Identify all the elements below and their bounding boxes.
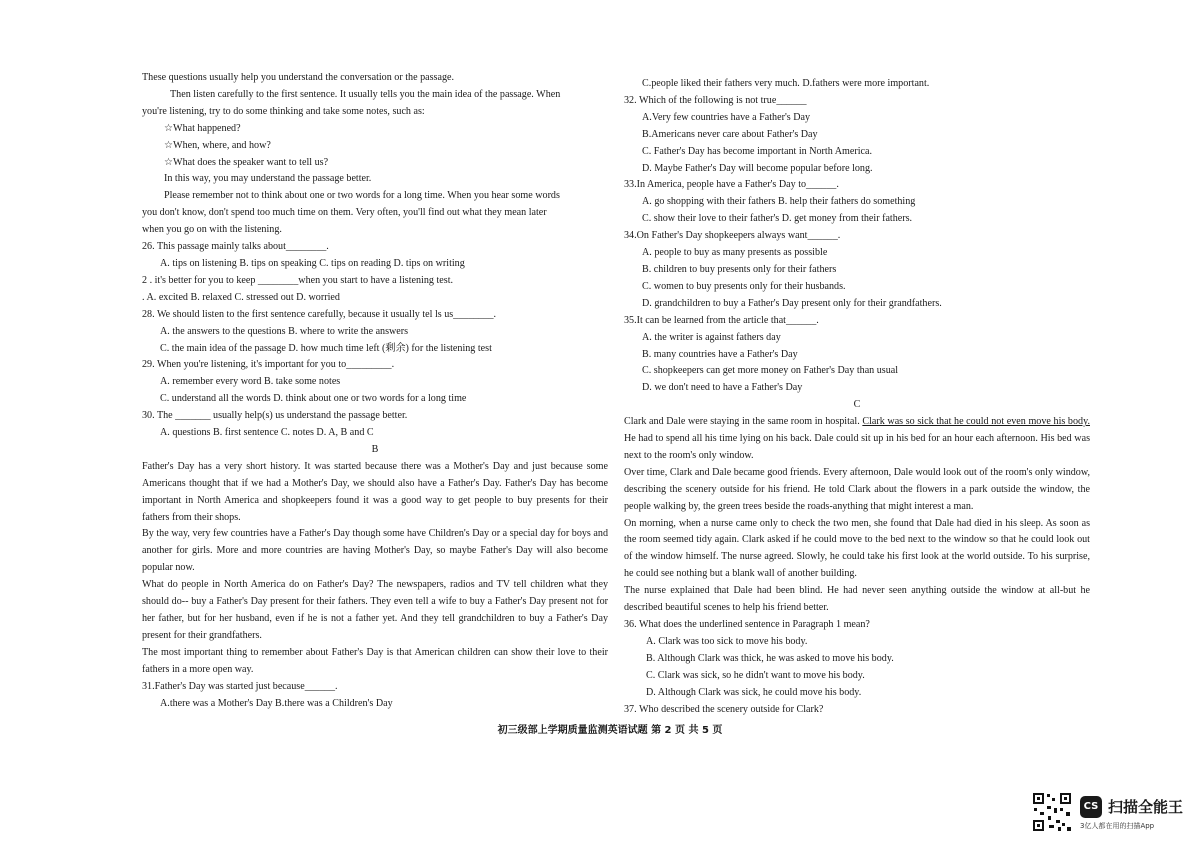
left-text-line: These questions usually help you understand the conversation or the passage.: [142, 72, 454, 83]
left-text-line: C. the main idea of the passage D. how much time left (剩余) for the listening test: [160, 342, 492, 354]
left-text-line: you don't know, don't spend too much time on them. Very often, you'll find out what they mean later: [142, 207, 547, 219]
left-text-line: A. questions B. first sentence C. notes D. A, B and C: [160, 427, 374, 439]
scanner-tagline: 3亿人都在用的扫描App: [1080, 822, 1155, 830]
left-text-line: 28. We should listen to the first sentence carefully, because it usually tel ls us________.: [142, 308, 497, 320]
right-text-line: B. Although Clark was thick, he was asked to move his body.: [646, 652, 894, 664]
right-text-line: D. we don't need to have a Father's Day: [642, 382, 803, 394]
right-text-line: A. go shopping with their fathers B. help their fathers do something: [642, 196, 916, 208]
page-footer: 初三级部上学期质量监测英语试题 第 2 页 共 5 页: [497, 725, 723, 736]
left-text-line: 29. When you're listening, it's important for you to_________.: [142, 359, 395, 371]
left-text-line: A.there was a Mother's Day B.there was a Children's Day: [160, 697, 393, 709]
left-text-line: 30. The _______ usually help(s) us understand the passage better.: [142, 410, 408, 422]
right-text-line: 37. Who described the scenery outside for Clark?: [624, 703, 824, 715]
left-column: [142, 70, 608, 712]
right-text-line: C. shopkeepers can get more money on Father's Day than usual: [642, 365, 899, 377]
right-text-line: 34.On Father's Day shopkeepers always want______.: [624, 230, 841, 242]
left-text-line: The most important thing to remember about Father's Day is that American children can show their love to their fathers in a more open way.: [142, 646, 608, 675]
right-text-line: 36. What does the underlined sentence in Paragraph 1 mean?: [624, 619, 870, 630]
right-text-line: 33.In America, people have a Father's Day to______.: [624, 179, 839, 191]
right-text-line: C: [853, 399, 861, 411]
left-text-line: ☆What does the speaker want to tell us?: [164, 156, 329, 168]
right-text-line: A. the writer is against fathers day: [642, 331, 781, 343]
left-text-line: What do people in North America do on Father's Day? The newspapers, radios and TV tell children what they should do-- buy a Father's Day present for their fathers. They even tell a wife to buy a Father's Day present not for her father, but for her husband, even if he is not a father yet. And they tell grandchildren to buy a Father's Day present for their grandfathers.: [142, 579, 608, 641]
left-text-line: Father's Day has a very short history. It was started because there was a Mother's Day and just because some Americans thought that if we had a Mother's Day, we should also have a Father's Day. Father's Day has become important in North America and shopkeepers found it was a good way to get people to buy presents for their fathers from their shops.: [142, 460, 608, 523]
right-text-line: 35.It can be learned from the article that______.: [624, 314, 819, 326]
right-text-line: C.people liked their fathers very much. D.fathers were more important.: [642, 78, 930, 89]
left-text-line: . A. excited B. relaxed C. stressed out D. worried: [142, 291, 340, 303]
left-text-line: when you go on with the listening.: [142, 224, 282, 236]
left-text-line: Please remember not to think about one or two words for a long time. When you hear some words: [164, 190, 560, 202]
left-text-line: 31.Father's Day was started just because______.: [142, 680, 338, 692]
right-text-line: B. children to buy presents only for their fathers: [642, 263, 837, 275]
left-text-line: ☆What happened?: [164, 122, 241, 134]
right-text-line: B. many countries have a Father's Day: [642, 348, 798, 360]
left-text-line: In this way, you may understand the passage better.: [164, 173, 372, 185]
right-text-line: D. Maybe Father's Day will become popular before long.: [642, 162, 873, 174]
left-text-line: ☆When, where, and how?: [164, 139, 271, 151]
underlined-sentence: Clark was so sick that he could not even move his body.: [862, 416, 1090, 428]
left-text-line: 2 . it's better for you to keep ________when you start to have a listening test.: [142, 274, 454, 286]
left-text-line: you're listening, try to do some thinking and take some notes, such as:: [142, 105, 425, 117]
right-text-line: C. women to buy presents only for their husbands.: [642, 280, 846, 292]
right-text-line: A. people to buy as many presents as possible: [642, 247, 828, 259]
left-text-line: C. understand all the words D. think about one or two words for a long time: [160, 393, 467, 405]
left-text-line: Then listen carefully to the first sentence. It usually tells you the main idea of the passage. When: [170, 88, 561, 100]
right-column: [624, 76, 1090, 718]
right-text-line: On morning, when a nurse came only to check the two men, she found that Dale had died in his sleep. As soon as the room seemed tidy again. Clark asked if he could move to the bed next to the window so that he could look out of the window himself. The nurse agreed. Slowly, he could take his first look at the world outside. To his surprise, he could see nothing but a blank wall of another building.: [624, 517, 1090, 580]
right-text-line: B.Americans never care about Father's Day: [642, 128, 818, 140]
camscanner-logo-icon: CS: [1080, 796, 1102, 818]
right-text-line: A.Very few countries have a Father's Day: [642, 111, 811, 123]
right-text-line: D. Although Clark was sick, he could move his body.: [646, 686, 862, 698]
left-text-line: B: [371, 443, 379, 455]
right-text-line: C. show their love to their father's D. get money from their fathers.: [642, 213, 913, 225]
qr-code-icon: [1032, 792, 1072, 832]
right-text-line: The nurse explained that Dale had been blind. He had never seen anything outside the window at all-but he described beautiful scenes to help his friend better.: [624, 585, 1090, 614]
scanner-app-name: 扫描全能王: [1108, 798, 1184, 816]
right-text-line: C. Clark was sick, so he didn't want to move his body.: [646, 669, 865, 681]
left-text-line: By the way, very few countries have a Father's Day though some have Children's Day or a special day for boys and another for girls. More and more countries are having Mother's Day, so maybe Father's Day will also become popular now.: [142, 528, 608, 574]
right-text-line: 32. Which of the following is not true______: [624, 94, 807, 106]
left-text-line: A. remember every word B. take some notes: [160, 376, 341, 388]
right-text-line: A. Clark was too sick to move his body.: [646, 635, 808, 647]
left-text-line: 26. This passage mainly talks about________.: [142, 241, 329, 253]
right-text-line: C. Father's Day has become important in North America.: [642, 145, 872, 157]
right-text-line: D. grandchildren to buy a Father's Day present only for their grandfathers.: [642, 297, 942, 309]
scanner-watermark: [1032, 792, 1192, 836]
right-text-line: Over time, Clark and Dale became good friends. Every afternoon, Dale would look out of the room's only window, describing the scenery outside for his friend. He told Clark about the flowers in a park outside the window, the people walking by, the green trees beside the roads-anything that might interest a man.: [624, 466, 1090, 512]
left-text-line: A. the answers to the questions B. where to write the answers: [160, 325, 409, 337]
left-text-line: A. tips on listening B. tips on speaking C. tips on reading D. tips on writing: [160, 257, 465, 269]
right-text-line: Clark and Dale were staying in the same room in hospital. Clark was so sick that he could not even move his body. He had to spend all his time lying on his back. Dale could sit up in his bed for an hour each afternoon. His bed was next to the room's only window.: [624, 416, 1090, 461]
